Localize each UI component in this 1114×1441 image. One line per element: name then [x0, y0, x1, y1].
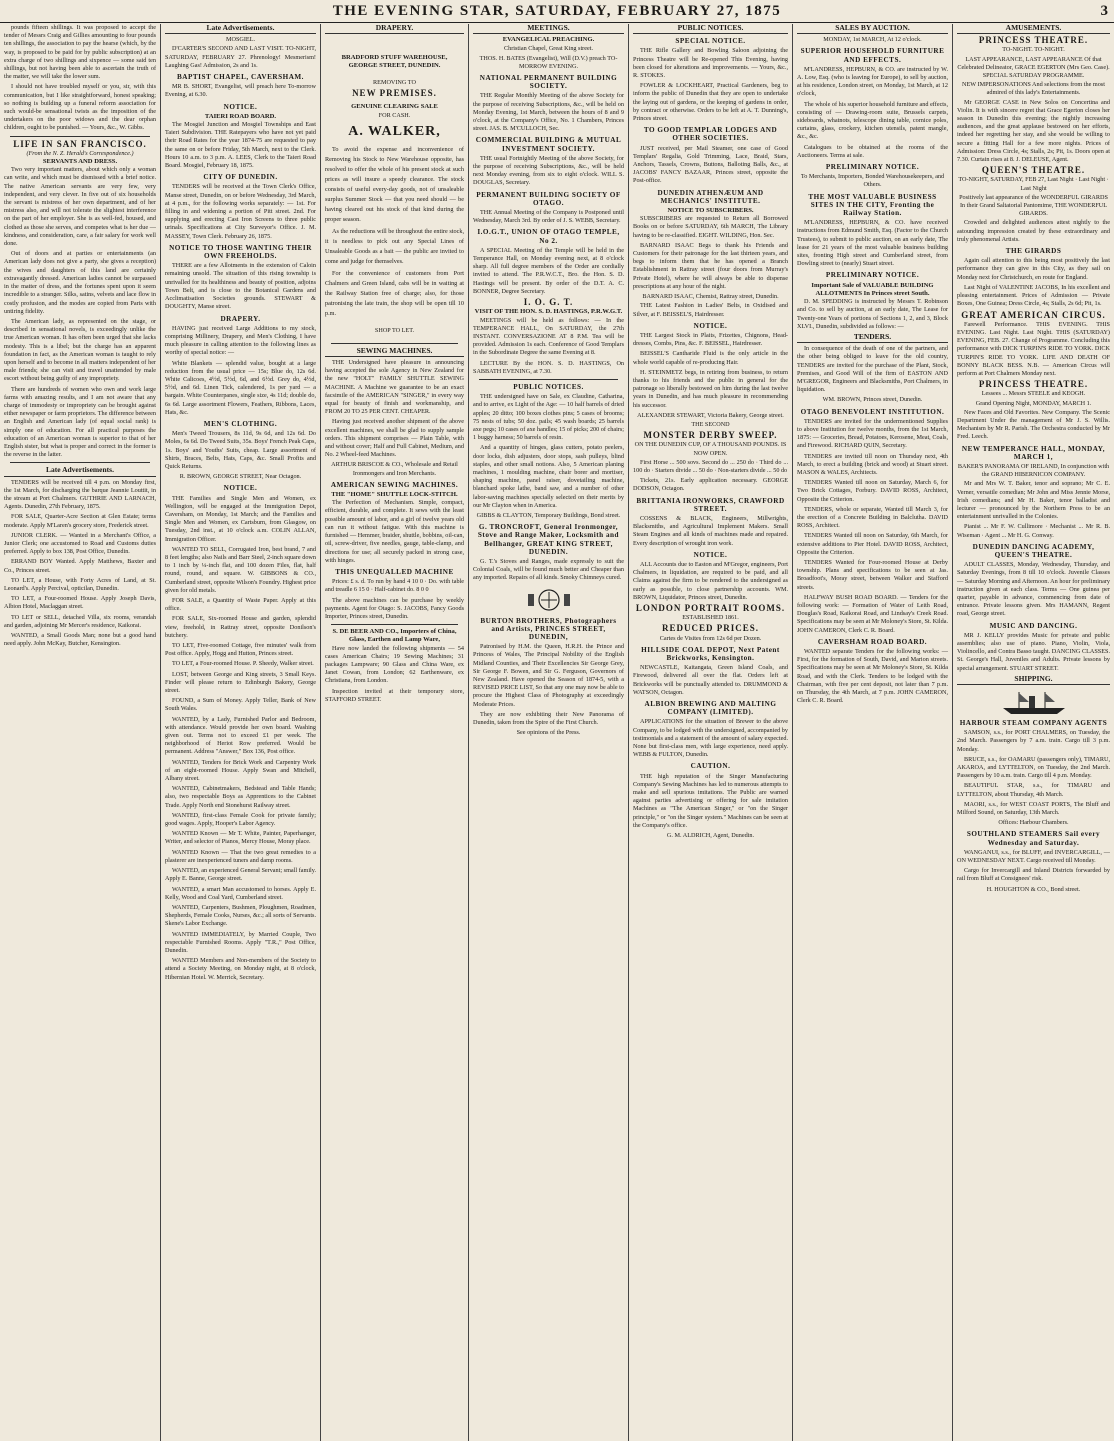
ad: Men's Tweed Trousers, 8s 11d, 9s 6d, and 12s 6d. Do Moles, 6s 6d. Do Tweed Suits, 35s. Boys' French Peak Caps, 1s. Boys' and Youths' Suits, cheap. Large assortment of Shirts, Braces, Belts, Hats, Caps, &c. Small Profits and Quick Returns. — [165, 430, 316, 470]
divider — [10, 462, 150, 463]
ad-line: Offices: Harbour Chambers. — [998, 819, 1069, 827]
ad: WANTED separate Tenders for the following works: — First, for the formation of South, David, and Marion streets. Specifications may be seen at Mr Moloney's Store, St. Kilda Road, and with the Clerk. Tenders to be lodged with the Chairman, with five per cent deposit, not later than 7 p.m. on Thursday, the 4th March, at 7 p.m. JOHN CAMERON, Clerk C. R. Board. — [797, 648, 948, 705]
ad-heading: THE GIRARDS — [1005, 247, 1062, 256]
ad-subheading: Important Sale of VALUABLE BUILDING ALLOTMENTS In Princes street South. — [811, 281, 934, 297]
ad: THE undersigned have on Sale, ex Claudine, Catharina, and to arrive, ex Light of the Age: — 10 half barrels of dried apples; 20 ditto; 100 boxes clothes pins; 5 cases of brooms; 75 nests of tubs; 50 doz. pails; 45 wash boards; 25 barrels axe pegs; 10 cases of axe handles; 15 of picks; 200 of chairs; 1 buggy harness; 50 barrels of resin. — [473, 393, 624, 442]
ad-subheading: VISIT OF THE HON. S. D. HASTINGS, P.R.W.G.T. — [474, 308, 623, 316]
column-3 — [320, 24, 468, 1441]
ad: Again call attention to this being most positively the last performance they can give in this City, as they sail on Monday next for Christchurch, en route for England. — [957, 257, 1110, 281]
ad-heading: DRAPERY. — [220, 314, 261, 323]
ad: The Perfection of Mechanism. Simple, compact, efficient, durable, and complete. It sews with the least possible amount of labor, and a girl of twelve years old can run it without fatigue. With this machine is furnished — Hemmer, braider, shuttle, bobbins, oil-can, oil, screw-driver, five needles, gauge, table-clamp, and directions for use; all securely packed in strong case, with hinges. — [325, 499, 464, 564]
column-4 — [468, 24, 628, 1441]
ad: D. M. SPEDDING is instructed by Messrs T. Robinson and Co. to sell by auction, at an early date, The Lease for Twenty-one Years of portions of Sections 1, 2, and 3, Block XLVI., Dunedin, subdivided as follows: — — [797, 298, 948, 330]
ad-heading: I. O. G. T. — [523, 297, 574, 308]
ad: Inspection invited at their temporary store, STAFFORD STREET. — [325, 687, 464, 703]
ad: D'CARTER'S SECOND AND LAST VISIT. TO-NIGHT, SATURDAY, FEBRUARY 27. Phrenology! Mesmerism! Laughing Gas! Admission, 2s and 1s. — [165, 45, 316, 69]
ad: Catalogues to be obtained at the rooms of the Auctioneers. Terms at sale. — [797, 143, 948, 159]
page-number: 3 — [1100, 3, 1108, 19]
ad: WANTED TO SELL, Corrugated Iron, best brand, 7 and 8 feet lengths; also Nails and Barr Steel, 2-inch square down to 1 inch by ¼-inch flat, and 100 dozen Files, flat, half round, round, and square. W. GIBBONS & CO., Cumberland street, opposite Wilson's Foundry. Highest price given for old metals. — [165, 545, 316, 594]
column-6 — [792, 24, 952, 1441]
article-title: LIFE IN SAN FRANCISCO. — [13, 138, 147, 149]
ad: MEETINGS will be held as follows: — In the TEMPERANCE HALL, On SATURDAY, the 27th INSTANT. CONVERSAZIONE AT 8 P.M. Tea will be provided. Admission 1s each. Conference of Good Templars in the Subordinate Degree the same Evening at 8. — [473, 316, 624, 357]
ad-signature: WM. BROWN, Princes street, Dunedin. — [822, 396, 923, 404]
ad: Last Night of VALENTINE JACOBS, In his excellent and pleasing entertainment. Prices of Admission — Private Boxes, One Guinea; Dress Circle, 4s; Stalls, 2s 6d; Pit, 1s. — [957, 283, 1110, 308]
ad-line: Grand Opening Night, MONDAY, MARCH 1. — [975, 399, 1092, 407]
ad-line: Lessees ... Messrs STEELE and KEOGH. — [981, 390, 1086, 398]
ad: TO LET or SELL, detached Villa, six rooms, verandah and garden, adjoining Mr Mercer's residence, Kaikorai. — [4, 613, 156, 629]
ad: THE Latest Fashion in Ladies' Belts, in Oxidised and Silver, at F. BEISSEL'S, Hairdresser. — [633, 302, 788, 318]
ad-line: Cartes de Visites from 12s 6d per Dozen. — [659, 634, 762, 642]
ad-heading: I.O.G.T., UNION OF OTAGO TEMPLE, No 2. — [477, 228, 620, 245]
ad-heading: PRELIMINARY NOTICE. — [825, 271, 920, 280]
ad-signature: G. M. ALDRICH, Agent, Dunedin. — [666, 832, 755, 840]
ad-subheading: NOTICE TO SUBSCRIBERS. — [667, 207, 754, 215]
ad: ERRAND BOY Wanted. Apply Matthews, Baxter and Co., Princes street. — [4, 558, 156, 574]
ad-heading: BAPTIST CHAPEL, CAVERSHAM. — [177, 73, 304, 82]
ad: TO LET, a Four-roomed House. Apply Joseph Davis, Albion Hotel, Maclaggan street. — [4, 595, 156, 611]
ad-heading: PRELIMINARY NOTICE. — [825, 163, 920, 172]
ad: BARNARD ISAAC Begs to thank his Friends and Customers for their patronage for the last thirteen years, and begs to inform them that he has opened a Branch Establishment in Rattray street (four doors from Murray's Private Hotel), where he will always be able to dispense prescriptions at any hour of the night. — [633, 241, 788, 290]
article-paragraph: Two very important matters, about which only a woman can write, and which must be dismissed with a brief notice. The native American servants are very few, very independent, and very clever. In five out of six households the servant is mistress of her own department, and of her mistress also, and will not tolerate the slightest interference on the part of her employer. She is as well-fed, housed, and clothed as those she serves, and competes what is her due — kindness, and consideration, care, a fair salary for work well done. — [4, 166, 156, 248]
ad: THE Rifle Gallery and Bowling Saloon adjoining the Princess Theatre will be Re-opened This Evening, having been closed for alterations and improvements. — Yours, &c., R. STOKES. — [633, 47, 788, 80]
ad-line: GENUINE CLEARING SALE — [351, 103, 438, 111]
ad-heading: BRADFORD STUFF WAREHOUSE, — [341, 54, 448, 62]
ad: FOR SALE, a Quantity of Waste Paper. Apply at this office. — [165, 597, 316, 613]
ad-line: SHOP TO LET. — [374, 326, 415, 334]
divider — [331, 624, 458, 625]
ad: WANTED IMMEDIATELY, by Married Couple, Two respectable Furnished Rooms. Apply "T.R.," Post Office, Dunedin. — [165, 930, 316, 954]
column-7 — [952, 24, 1114, 1441]
ad-heading: SUPERIOR HOUSEHOLD FURNITURE AND EFFECTS. — [800, 47, 945, 64]
ad-subheading: GEORGE STREET, DUNEDIN. — [348, 62, 441, 70]
ad: Farewell Performance. THIS EVENING. THIS EVENING. Last Night. Last Night. THIS (SATURDAY) EVENING, FEB. 27. Change of Programme. Concluding this performance with DICK TURPIN'S RIDE TO YORK. DICK TURPIN'S RIDE TO YORK. LIFE AND DEATH OF BONNY BLACK BESS. N.B. — American Circus will perform at Port Chalmers Monday next. — [957, 320, 1110, 377]
masthead — [0, 0, 1114, 23]
ad: MAORI, s.s., for WEST COAST PORTS, The Bluff and Milford Sound, on Saturday, 13th March. — [957, 800, 1110, 817]
ad-line: ESTABLISHED 1861. — [682, 614, 739, 622]
ad: The Mosgiel Junction and Mosgiel Townships and East Taieri Subdivision. THE Ratepayers who have not yet paid their Road Rates for the year 1874-75 are requested to pay the same on or before Friday, 5th March, next to the Clerk. Hours 10 a.m. to 3 p.m. A. LEES, Clerk to the Taieri Road Board. Mosgiel, February 18, 1875. — [165, 121, 316, 170]
ad-heading: BRITTANIA IRONWORKS, CRAWFORD STREET. — [636, 496, 785, 513]
ad-heading: PRINCESS THEATRE. — [978, 35, 1089, 46]
ad: Cargo for Invercargill and Inland Districts forwarded by rail from Bluff at Consignees' risk. — [957, 867, 1110, 883]
article-paragraph: The American lady, as represented on the stage, or described in sensational novels, is exceedingly unlike the true American woman. It has often been urged that she lacks modesty. This is a libel; but the charge has an apparent foundation in fact, as the American woman is taught to rely upon herself and to become in all matters independent of her male friends; she can visit and travel unattended by male escort without being guilty of any impropriety. — [4, 317, 156, 383]
ad: FOR SALE, Six-roomed House and garden, splendid view, freehold, in Rattray street, opposite Donilson's butchery. — [165, 615, 316, 639]
ad-heading: EVANGELICAL PREACHING. — [502, 36, 595, 44]
ad: FOWLER & LOCKHEART, Practical Gardeners, beg to inform the public of Dunedin that they are open to undertake the laying out of gardens, or the keeping of gardens in order, by contract or otherwise. Orders to be left at A. T. Dunning's, Princes street. — [633, 82, 788, 123]
ad: WANTED Known — Mr T. White, Painter, Paperhanger, Writer, and selector of Pianos, Mercy House, Moray place. — [165, 830, 316, 846]
ad: LECTURE By the HON. S. D. HASTINGS, On SABBATH EVENING, at 7.30. — [473, 359, 624, 375]
column-heading: DRAPERY. — [325, 24, 464, 34]
ad-signature: ALEXANDER STEWART, Victoria Bakery, George street. — [637, 411, 784, 419]
ad-line: See opinions of the Press. — [516, 729, 581, 737]
ad-heading: MUSIC AND DANCING. — [989, 621, 1078, 630]
ad: Pianist ... Mr F. W. Cullimore · Mechanist ... Mr R. B. Wiseman · Agent ... Mr H. G. Conway. — [957, 523, 1110, 539]
ad-line: TO-NIGHT, SATURDAY, FEB 27, Last Night · Last Night · Last Night — [958, 176, 1109, 192]
ad: White Blankets — splendid value, bought at a large reduction from the usual price — 15s; Blue do, 12s 6d. White Calicoes, 4½d, 5½d, 6d, and 6½d. Grey do, 4½d, 5½d, and 6d. Linen Tick, calendered, 1s per yard — a bargain. White Counterpanes, single size, 4s 11d; double do, 6s 6d. Large assortment Flowers, Feathers, Ribbons, Laces, Hats, &c. — [165, 359, 316, 416]
ad: To avoid the expense and inconvenience of Removing his Stock to New Warehouse opposite, has resolved to offer the whole of his present stock at such prices as will insure a speedy clearance. The stock consists of useful every-day goods, not of unsaleable surplus Summer Stock — that you need should — be having cleared out his stock of that kind during the proper season. — [325, 145, 464, 223]
ad-heading: NOTICE TO THOSE WANTING THEIR OWN FREEHOLDS. — [169, 243, 312, 261]
ad-heading: OTAGO BENEVOLENT INSTITUTION. — [800, 407, 945, 416]
ad: Crowded and delighted audiences attest nightly to the astounding impression created by these extraordinary and truly phenomenal Artists. — [957, 219, 1110, 243]
ad-heading: THIS UNEQUALLED MACHINE — [335, 567, 454, 576]
column-5 — [628, 24, 792, 1441]
ad: BRUCE, s.s., for OAMARU (passengers only), TIMARU, AKAROA, and LYTTELTON, on Tuesday, the 2nd March. Passengers by 10 a.m. train. Cargo till 4 p.m. Monday. — [957, 755, 1110, 780]
ad-heading: BURTON BROTHERS, Photographers and Artists, PRINCES STREET, DUNEDIN, — [480, 616, 617, 641]
ad: TENDERS Wanted till noon on Saturday, March 6, for Two Brick Cottages, Forbury. DAVID ROSS, Architect, Opposite the Criterion. — [797, 479, 948, 503]
ad: And a quantity of hinges, glass cutters, potato peelers, door locks, dish adjusters, door stops, sash pulleys, blind staples, and other small notions. Also, 5 American planing machines, 1 moulding machine, chair borer and mortiser, shaping machine, panel raiser, dovetailing machine, blanchard spoke lathe, band saw, and a number of other labor-saving machines specially selected on their merits by our Mr Clayton when in America. — [473, 444, 624, 509]
ad: THE high reputation of the Singer Manufacturing Company's Sewing Machines has led to numerous attempts to make and sell spurious imitations. The Public are warned against parties advertising or offering for sale imitation Machines as "The American Singer," or "on the Singer principle," or "on the Singer system." Machines can be seen at the Company's office. — [633, 772, 788, 829]
ad: Mr GEORGE CASE in New Solos on Concertina and Violin. It is with sincere regret that Grace Egerton closes her season in Dunedin this evening; the nightly increasing audiences, and the great applause bestowed on her efforts, indeed her regretting her stay, and she would be willing to secure a fitting Hall for a few more nights. Prices of Admission: Dress Circle, 4s; Stalls, 2s; Pit, 1s. Doors open at 7.30. Curtain rises at 8. J. DELEUSE, Agent. — [957, 98, 1110, 164]
ad: BEAUTIFUL STAR, s.s., for TIMARU and LYTTELTON, about Thursday, 4th March. — [957, 782, 1110, 798]
ad-line: REMOVING TO — [373, 78, 416, 86]
ad: THE Undersigned have pleasure in announcing having accepted the sole Agency in New Zealand for the new "HOLT" FAMILY SHUTTLE SEWING MACHINE. A Machine we guarantee to be an exact facsimile of the AMERICAN "SINGER," in every way equal for beauty of finish and workmanship, and FROM 20 TO 25 PER CENT. CHEAPER. — [325, 359, 464, 416]
ad-heading: PERMANENT BUILDING SOCIETY OF OTAGO. — [476, 190, 621, 207]
ad-heading: COMMERCIAL BUILDING & MUTUAL INVESTMENT SOCIETY. — [475, 136, 622, 153]
ad-line: THE SECOND — [691, 420, 730, 428]
late-ads-heading: Late Advertisements. — [4, 466, 156, 476]
ad-signature: H. HOUGHTON & CO., Bond street. — [986, 885, 1081, 893]
ad-line: NEW PREMISES. — [352, 87, 437, 98]
ad: As the reductions will be throughout the entire stock, it is needless to pick out any Special Lines of Unsaleable Goods as a bait — the public are invited to come and judge for themselves. — [325, 227, 464, 265]
ad-name: A. WALKER, — [348, 124, 441, 140]
ad-heading: TO GOOD TEMPLAR LODGES AND OTHER SOCIETIES. — [643, 126, 778, 143]
ad-heading: PRINCESS THEATRE. — [978, 379, 1089, 390]
ad: ALL Accounts due to Easton and M'Gregor, engineers, Port Chalmers, in liquidation, are required to be paid, and all Claims against the firm to be rendered to the undersigned as early as possible, to close partnership accounts. WM. BROWN, Liquidator, Princes street, Dunedin. — [633, 560, 788, 601]
ad: SAMSON, s.s., for PORT CHALMERS, on Tuesday, the 2nd March. Passengers by 7 a.m. train. Cargo till 3 p.m. Monday. — [957, 729, 1110, 753]
ad: WANTED, an experienced General Servant; small family. Apply E. Banne, George street. — [165, 867, 316, 883]
ad: Have now landed the following shipments — 54 cases American Chairs; 19 Sewing Machines; 31 packages Lampware; 90 Glass and China Ware, ex Janet Cowan, from London; 62 Earthenware, ex Christiana, from London. — [325, 644, 464, 685]
ad-heading: CITY OF DUNEDIN. — [203, 173, 278, 182]
ad: The above machines can be purchase by weekly payments. Agent for Otago: S. JACOBS, Fancy Goods Importer, Princes street, Dunedin. — [325, 596, 464, 620]
ad-signature: GIBBS & CLAYTON, Temporary Buildings, Bond street. — [476, 511, 621, 519]
ad-line: FOR CASH. — [378, 112, 411, 120]
ad: APPLICATIONS for the situation of Brewer to the above Company, to be lodged with the undersigned, accompanied by testimonials and a statement of the amount of salary expected. None but first-class men, with large experience, need apply. WEBB & FULTON, Dunedin. — [633, 718, 788, 759]
ad-line: Positively last appearance of the WONDERFUL GIRARDS In their Grand Saltatorial Pantomime, THE WONDERFUL GIRARDS. — [959, 193, 1108, 218]
ad-signature: R. BROWN, GEORGE STREET, Near Octagon. — [179, 473, 302, 481]
ad: THE Largest Stock in Plaits, Frizettes, Chignons, Head-dresses, Combs, Pins, &c. F. BEISSEL, Hairdresser. — [633, 331, 788, 348]
ad: First Horse ... 500 sovs. Second do ... 250 do · Third do ... 100 do · Starters divide ... 50 do · Non-starters divide ... 50 do — [633, 458, 788, 474]
royal-arms-icon — [514, 586, 584, 614]
ad: WANTED, Cabinetmakers, Bedstead and Table Hands; also, two respectable Boys as Apprentices to the Cabinet Trade. Apply North end Stonehurst Railway street. — [165, 785, 316, 809]
ad-heading: ALBION BREWING AND MALTING COMPANY (LIMITED). — [644, 700, 777, 717]
ad-heading: NOTICE. — [223, 102, 258, 111]
ad-heading: NEW TEMPERANCE HALL, MONDAY, MARCH 1, — [961, 444, 1106, 461]
ad: COSSENS & BLACK, Engineers, Millwrights, Blacksmiths, and Agricultural Implement Makers. Small Steam Engines and all kinds of machines made and repaired. Every description of wrought iron work. — [633, 514, 788, 547]
ad: NEWCASTLE, Kaitangata, Green Island Coals, and Firewood, delivered all over the flat. Orders left at Brickworks will be punctually attended to. DRUMMOND & WATSON, Octagon. — [633, 664, 788, 696]
ad: WANTED Members and Non-members of the Society to attend a Society Meeting, on Monday night, at 8 o'clock, Hibernian Hotel. W. Merrick, Secretary. — [165, 957, 316, 981]
ad-heading: NOTICE. — [693, 321, 728, 330]
ad-subheading: TAIERI ROAD BOARD. — [204, 112, 277, 120]
ad: THE usual Fortnightly Meeting of the above Society, for the purpose of receiving Subscriptions, &c., will be held next Monday evening, from six to eight o'clock. WILL S. DOUGLAS, Secretary. — [473, 154, 624, 187]
column-heading: SEWING MACHINES. — [325, 347, 464, 357]
ad-heading: SOUTHLAND STEAMERS Sail every Wednesday and Saturday. — [966, 830, 1101, 847]
ad-heading: S. DE BEER AND CO., Importers of China, Glass, Earthen and Lamp Ware, — [332, 628, 457, 644]
ad-heading: CAUTION. — [690, 762, 731, 771]
ad: TENDERS Wanted till noon on Saturday, 6th March, for extensive additions to Pier Hotel. DAVID ROSS, Architect, Opposite the Criterion. — [797, 532, 948, 556]
column-2 — [160, 24, 320, 1441]
ad-heading: GREAT AMERICAN CIRCUS. — [961, 309, 1106, 320]
ad: TO LET, a Four-roomed House. P. Sheedy, Walker street. — [172, 660, 314, 668]
ad-line: THOS. H. BATES (Evangelist), Will (D.V.) preach TO-MORROW EVENING. — [479, 54, 618, 70]
ad-heading: HILLSIDE COAL DEPOT, Next Patent Brickworks, Kensington. — [641, 645, 780, 663]
column-1 — [0, 24, 160, 1441]
ad-heading: THE MOST VALUABLE BUSINESS SITES IN THE CITY, Fronting the Railway Station. — [808, 192, 937, 218]
ad: THE Families and Single Men and Women, ex Wellington, will be engaged at the Immigration Depot, Caversham, on Monday, 1st March; and the Families and Single Men and Women, ex Cartsburn, from Glasgow, on Tuesday, 2nd inst., at 10 o'clock a.m. COLIN ALLAN, Immigration Officer. — [165, 494, 316, 543]
ad: TENDERS will be received till 4 p.m. on Monday first, the 1st March, for discharging the barque Jeannie Louttit, in the stream at Port Chalmers. GUTHRIE AND LARNACH, Agents. Dunedin, 27th February, 1875. — [4, 478, 156, 511]
article-subhead: SERVANTS AND DRESS. — [42, 158, 118, 166]
ad-line: To Merchants, Importers, Bonded Warehousekeepers, and Others. — [800, 173, 945, 189]
ad-heading: PUBLIC NOTICES. — [513, 382, 584, 391]
ad: FOR SALE, Quarter-Acre Section at Glen Estate; terms moderate. Apply M'Laren's grocery store, Frederick street. — [4, 513, 156, 529]
ad: The whole of his superior household furniture and effects, consisting of — Drawing-room suite, Brussels carpets, sideboards, whatnots, telescope dining table, cornice poles, curtains, glass, crockery, kitchen utensils, patent mangle, &c., &c. — [797, 100, 948, 141]
ad: WANGANUI, s.s., for BLUFF, and INVERCARGILL, — ON WEDNESDAY NEXT. Cargo received till Monday. — [957, 848, 1110, 865]
ad: HAVING just received Large Additions to my stock, comprising Millinery, Drapery, and Men's Clothing, I have much pleasure in calling attention to the following lines as worthy of special notice: — — [165, 324, 316, 357]
ad: H. STEINMETZ begs, in retiring from business, to return thanks to his friends and the public in general for the patronage so liberally bestowed on him during the last twelve years in Dunedin, and has much pleasure in recommending his successor. — [633, 368, 788, 409]
ad: TENDERS Wanted for Four-roomed House at Derby township. Plans and specifications to be seen at Jas. Broadfoot's, Moray street, between Walker and Stafford streets. — [797, 558, 948, 591]
article-source: (From the N. Z. Herald's Correspondence.) — [26, 149, 134, 157]
ad: Tickets, 21s. Early application necessary. GEORGE DODSON, Octagon. — [633, 477, 788, 493]
ad-heading: HARBOUR STEAM COMPANY AGENTS — [959, 719, 1108, 728]
steamship-icon — [999, 688, 1069, 716]
ad-signature: BARNARD ISAAC, Chemist, Rattray street, Dunedin. — [642, 293, 779, 301]
ad: WANTED, Tenders for Brick Work and Carpentry Work of an eight-roomed House. Apply Swan and Mitchell, Albany street. — [165, 758, 316, 783]
ad: Prices: £ s. d. To run by hand 4 10 0 · Do. with table and treadle 6 15 0 · Half-cabinet do. 8 0 0 — [325, 578, 464, 594]
column-heading: SALES BY AUCTION. — [797, 24, 948, 34]
ad: A SPECIAL Meeting of the Temple will be held in the Temperance Hall, on Monday evening next, at 8 o'clock sharp. All full degree members of the Order are cordially invited to attend. The P.R.W.C.T., Bro. the Hon. S. D. Hastings will be present. By order of the D.T. A. C. BONNER, Degree Secretary. — [473, 246, 624, 295]
ad-heading: QUEEN'S THEATRE. — [981, 165, 1086, 176]
ad: JUST received, per Mail Steamer, one case of Good Templars' Regalia, Gold Trimming, Lace, Braid, Stars, Anchors, Tassels, Crowns, Buttons, Balloting Balls, &c., at JACOBS' FANCY BAZAAR, Princes street, opposite the Post-office. — [633, 144, 788, 185]
ad-heading: LONDON PORTRAIT ROOMS. — [635, 603, 786, 613]
ad-heading: MEN'S CLOTHING. — [203, 419, 278, 428]
column-heading: Late Advertisements. — [165, 24, 316, 34]
ad: WANTED, a Small Goods Man; none but a good hand need apply. John McKay, Butcher, Kensington. — [4, 632, 156, 648]
ad-line: NEW IMPERSONATIONS And selections from the most admired of this lady's Entertainments. — [962, 81, 1105, 97]
ad-heading: DUNEDIN DANCING ACADEMY, QUEEN'S THEATRE. — [972, 542, 1095, 559]
ad: WANTED, a smart Man accustomed to horses. Apply E. Kelly, Wood and Coal Yard, Cumberland street. — [165, 885, 316, 901]
column-heading: MEETINGS. — [473, 24, 624, 34]
column-heading: TENDERS. — [797, 333, 948, 343]
ad: THE Annual Meeting of the Company is Postponed until Wednesday, March 3rd. By order of J. S. WEBB, Secretary. — [473, 209, 624, 225]
column-heading: PUBLIC NOTICES. — [633, 24, 788, 34]
ad: TENDERS are invited till noon on Thursday next, 4th March, to erect a building (brick and wood) at Stuart street. MASON & WALES, Architects. — [797, 452, 948, 476]
ad: Mr and Mrs W. T. Baker, tenor and soprano; Mr C. E. Verner, versatile comedian; Mr John and Miss Jennie Morse, Irish comedians; and Mr H. Baker, tenor balladist and lecturer — pronounced by the Northern Press to be an entertainment unrivalled in the Colonies. — [957, 480, 1110, 521]
ad-heading: AMERICAN SEWING MACHINES. — [330, 480, 459, 489]
ad: WANTED, first-class Female Cook for private family; good wages. Apply, Hooper's Labor Agency. — [165, 811, 316, 828]
ad-line: LAST APPEARANCE, LAST APPEARANCE Of that Celebrated Delineator, GRACE EGERTON (Mrs Geo. Case). SPECIAL SATURDAY PROGRAMME. — [957, 55, 1110, 80]
ad-line: BAKER'S PANORAMA OF IRELAND, In conjunction with the GRAND HIBERNICON COMPANY. — [957, 462, 1110, 479]
article-paragraph: Out of doors and at parties or entertainments (an American lady does not give a party, she gives a reception) the wives and daughters of this land are certainly extravagantly dressed. American ladies cannot be surpassed in the matter of dress, and the fortunes spent upon it seem incredible to a stranger. Silks, satins, velvets and lace flow in costly profusion, and the modes are copied from Paris with untiring fidelity. — [4, 250, 156, 315]
ad-heading: SPECIAL NOTICE. — [675, 37, 746, 46]
column-heading: SHIPPING. — [957, 675, 1110, 685]
ad: TO LET, a House, with Forty Acres of Land, at St. Leonard's. Apply Percival, opticilan, Dunedin. — [4, 576, 156, 592]
ad: TO LET, Five-roomed Cottage, five minutes' walk from Post office. Apply, Hogg and Hutton, Princes street. — [165, 642, 316, 658]
ad: ADULT CLASSES, Monday, Wednesday, Thursday, and Saturday Evenings, from 8 till 10 o'clock. Juvenile Classes — Saturday Morning and Afternoon. An hour for preliminary instruction given at each class. Terms — One guinea per quarter, payable in advance, commencing from date of entrance. Private lessons given. Mrs HAMANN, Regent road, George street. — [957, 561, 1110, 618]
ad: WANTED Known — That the two great remedies to a plasterer are inexperienced tuners and damp rooms. — [165, 848, 316, 864]
ad-signature: ARTHUR BRISCOE & CO., Wholesale and Retail Ironmongers and Iron Merchants. — [331, 461, 458, 477]
ad: HALFWAY BUSH ROAD BOARD. — Tenders for the following work: — Formation of Water of Leith Road, Douglas's Road, Kaikorai Road, and Lindsay's Creek Road. Specifications may be seen at Mr Moloney's Store, St. Kilda. JOHN CAMERON, Clerk C. R. Board. — [797, 593, 948, 634]
masthead-title: THE EVENING STAR, SATURDAY, FEBRUARY 27, 1875 — [332, 3, 782, 19]
ad-heading: G. TRONCROFT, General Ironmonger, Stove and Range Maker, Locksmith and Bellhanger, GREAT KING STREET, DUNEDIN. — [477, 523, 620, 556]
ad: M'LANDRESS, HEPBURN, & CO. have received instructions from Edmund Smith, Esq. (Factor to the Church Trustees), to submit to public auction, on an early date, The lease for 21 years of the most valuable business building sites, fronting High street and Cumberland street, from Dowling street to (nearly) Stuart street. — [797, 219, 948, 268]
ad-subheading: THE "HOME" SHUTTLE LOCK-STITCH. — [331, 491, 458, 499]
ad: WANTED, Carpenters, Bushmen, Ploughmen, Roadmen, Shepherds, Female Cooks, Nurses, &c.; all sorts of Servants. Skene's Labor Exchange. — [165, 903, 316, 928]
ad: TENDERS, whole or separate, Wanted till March 3, for the erection of a Concrete Building in Balclutha. DAVID ROSS, Architect. — [797, 505, 948, 530]
divider — [331, 343, 458, 344]
article-paragraph: There are hundreds of women who own and work large farms with amazing results, and I am not aware that any charge of immodesty or impropriety can be brought against either newspaper or farm proprietors. The difference between an English and American lady (of equal social rank) is simply one of education. For all practical purposes the education of an American woman is superior to that of her English sister, but what is proper and correct in the former is the reverse in the latter. — [4, 385, 156, 459]
ad: New Faces and Old Favorites. New Company. The Scenic Department Under the management of Mr J. S. Willis. Mechanism by Mr R. Parish. The Orchestra conducted by Mr Fred. Leech. — [957, 408, 1110, 441]
ad-heading: CAVERSHAM ROAD BOARD. — [817, 637, 928, 646]
ad-place: MOSGIEL. — [225, 36, 256, 44]
col1-intro: pounds fifteen shillings. It was proposed to accept the tender of Messrs Craig and Gillies amounting to four pounds ten shillings, the association to pay the hearse (which, by the way, is proposed to be paid for by public subscription) at an extra charge of two shillings and sixpence — some said ten shillings, but not having been able to ascertain the truth of the matter, we will take the lower sum. — [4, 24, 156, 81]
ad: BEISSEL'S Cantharide Fluid is the only article in the whole world capable of re-producing Hair. — [633, 350, 788, 366]
ad: SUBSCRIBERS are requested to Return all Borrowed Books on or before SATURDAY, 6th MARCH, The Library having to be re-classified. EIGHT. WILDING, Hon. Sec. — [633, 215, 788, 239]
ad: THERE are a few Allotments in the extension of Caloin remaining unsold. The situation of this rising township is unrivalled for its healthiness and beauty of position, adjoins Town Belt, and is close to the Botanical Gardens and Acclimatisation Societies grounds. STEWART & DOUGHTY, Manse street. — [165, 262, 316, 311]
ad: LOST, between George and King streets, 3 Small Keys. Finder will please return to Edinburgh Bakery, George street. — [165, 670, 316, 695]
divider — [10, 136, 150, 137]
ad: G. T.'s Stoves and Ranges, made expressly to suit the Colonial Coals, will be found much better and Cheaper than any imported. Repairs of all kinds. Smoky Chimneys cured. — [473, 557, 624, 582]
ad: WANTED, by a Lady, Furnished Parlor and Bedroom, with attendance. Would provide her own board. Washing given out. Terms not to exceed £1 per week. The neighborhood of Heriot Row preferred. Would be permanent. Address "Answer," Box 136, Post office. — [165, 715, 316, 756]
ad-heading: MONSTER DERBY SWEEP. — [643, 430, 778, 441]
ad: Having just received another shipment of the above excellent machines, we shall be glad to supply sample orders. This shipment comprises — Plain Table, with and without cover; Half and Full Cabinet, Medium, and No. 2 Wheel-feed Machines. — [325, 418, 464, 459]
ad-line: ON THE DUNEDIN CUP, OF A THOUSAND POUNDS. IS NOW OPEN. — [634, 441, 787, 457]
ad: M'LANDRESS, HEPBURN, & CO. are instructed by W. A. Low, Esq. (who is leaving for Europe), to sell by auction, at his residence, London street, on Monday, 1st March, at 12 o'clock, — [797, 65, 948, 98]
ad-line: MONDAY, 1st MARCH, At 12 o'clock. — [823, 36, 922, 44]
columns — [0, 24, 1114, 1441]
col1-intro2: I should not have troubled myself or you, sir, with this communication, but I like straightforward, honest speaking; so nothing is building up a funeral reform association for such would-be sensational twists as the imposition of the undertakers on the poor widows and the dear orphan children, ought to be punished. — Yours, &c., W. Gibbs. — [4, 83, 156, 132]
ad-heading: NATIONAL PERMANENT BUILDING SOCIETY. — [479, 74, 618, 91]
ad: MR B. SHORT, Evangelist, will preach here To-morrow Evening, at 6.30. — [165, 83, 316, 99]
ad: They are now exhibiting their New Panorama of Dunedin, taken from the Spire of the First Church. — [473, 710, 624, 727]
ad-heading: NOTICE. — [693, 550, 728, 559]
ad: JUNIOR CLERK. — Wanted in a Merchant's Office, a Junior Clerk; one accustomed to Road and Customs duties preferred. Apply to box 138, Post Office, Dunedin. — [4, 531, 156, 556]
ad-line: REDUCED PRICES. — [661, 623, 759, 634]
ad: For the convenience of customers from Port Chalmers and Green Island, cabs will be in waiting at the Railway Station free of charge; also, for those patronising the late train, the shop will be open till 10 p.m. — [325, 269, 464, 317]
ad: MR J. KELLY provides Music for private and public assemblies; also use of piano. Piano, Violin, Viola, Violincello, and Contra Basso taught. DANCING CLASSES. St. George's Hall, Juveniles and Adults. Private lessons by special arrangement. STUART STREET. — [957, 631, 1110, 672]
ad-line: Christian Chapel, Great King street. — [503, 45, 593, 53]
ad: TENDERS will be received at the Town Clerk's Office, Manse street, Dunedin, on or before Wednesday, 3rd March, at 4 p.m., for the following works separately: — 1st. For filling in and widening a portion of Pitt street. 2nd. For supplying and erecting Cast Iron Screens to three public urinals. Specifications at City Surveyor's Office. J. M. MASSEY, Town Clerk. February 26, 1875. — [165, 183, 316, 240]
ad: FOUND, a Sum of Money. Apply Teller, Bank of New South Wales. — [165, 697, 316, 713]
column-heading: AMUSEMENTS. — [957, 24, 1110, 34]
ad-heading: DUNEDIN ATHENÆUM AND MECHANICS' INSTITUTE. — [657, 188, 764, 205]
ad-line: TO-NIGHT. TO-NIGHT. — [1002, 46, 1065, 54]
ad: TENDERS are invited for the undermentioned Supplies to above Institution for twelve months, from the 1st March, 1875: — Groceries, Bread, Potatoes, Kerosene, Meat, Coals, and Firewood. RICHARD QUIN, Secretary. — [797, 417, 948, 450]
divider — [479, 379, 618, 380]
ad: THE Regular Monthly Meeting of the above Society for the purpose of receiving Subscriptions, &c., will be held on Monday Evening, 1st March, between the hours of 8 and 9 o'clock, at the Company's Office, No. 1 Chambers, Princes street. JAS. B. M'CULLOCH, Sec. — [473, 92, 624, 133]
ad: Patronised by H.M. the Queen, H.R.H. the Prince and Princess of Wales, The Principal Nobility of the English Midland Counties, and Their Excellencies Sir George Grey, Sir George F. Bowen, and Sir G. Ferguson, Governors of New Zealand. Have opened the Season of 1874-5, with a REVISED PRICE LIST, So that any one may now be able to procure the Highest Class of Photography at exceedingly Moderate Prices. — [473, 643, 624, 708]
ad-heading: NOTICE. — [223, 484, 258, 493]
ad: In consequence of the death of one of the partners, and the other being obliged to leave for the old country, TENDERS are invited for the purchase of the Plant, Stock, Premises, and Good Will of the firm of EASTON AND M'GREGOR, Engineers and Blacksmiths, Port Chalmers, in liquidation. — [797, 345, 948, 394]
